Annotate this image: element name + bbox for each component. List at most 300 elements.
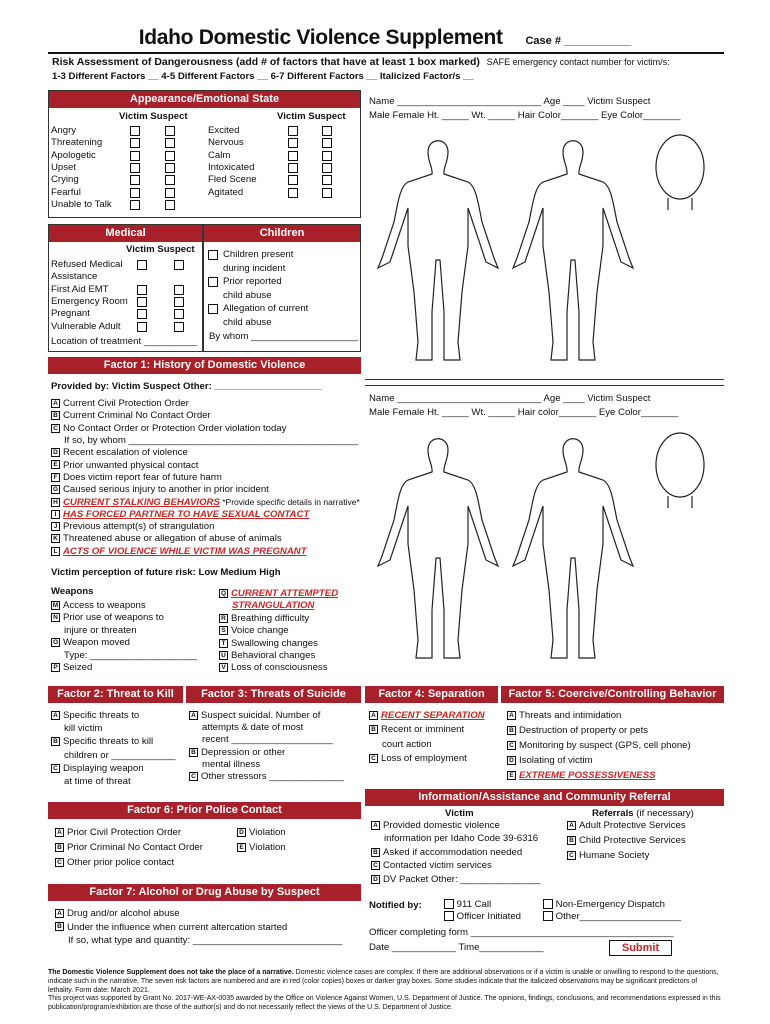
safe-contact[interactable]: SAFE emergency contact number for victim/s: <box>486 57 670 67</box>
info-victim-label: information per Idaho Code 39-6316 <box>384 833 539 845</box>
appearance-right-victim-checkbox[interactable] <box>288 151 298 161</box>
appearance-right-victim-checkbox[interactable] <box>288 126 298 136</box>
factor1-label: Current Criminal No Contact Order <box>63 410 211 422</box>
factor1-item <box>51 460 198 472</box>
factor1-header: Factor 1: History of Domestic Violence <box>48 357 361 374</box>
factor7-item <box>55 922 287 934</box>
date-time-fields[interactable]: Date ____________ Time____________ <box>369 942 544 953</box>
appearance-left-suspect-checkbox[interactable] <box>165 188 175 198</box>
appearance-left-suspect-checkbox[interactable] <box>165 175 175 185</box>
factor1-label: ACTS OF VIOLENCE WHILE VICTIM WAS PREGNANT <box>63 545 307 557</box>
medical-row <box>51 259 122 271</box>
appearance-victim-label: Victim <box>119 111 148 122</box>
appearance-left-victim-checkbox[interactable] <box>130 163 140 173</box>
strangulation-item <box>219 662 328 674</box>
appearance-right-row <box>208 162 254 174</box>
factor1-label: If so, by whom ___________________________________________ <box>64 434 358 446</box>
factor5-item <box>507 710 621 722</box>
appearance-right-row <box>208 125 239 137</box>
children-checkbox[interactable] <box>208 304 218 314</box>
appearance-suspect-label: Suspect <box>150 111 188 122</box>
document-title: Idaho Domestic Violence Supplement <box>138 26 503 49</box>
factor3-checkbox-c[interactable]: C <box>189 772 198 781</box>
factor5-item <box>507 740 691 752</box>
factor2-item <box>51 763 144 775</box>
factor4-label: court action <box>382 738 432 750</box>
body2-detail-line[interactable]: Male Female Ht. _____ Wt. _____ Hair color_______ Eye Color_______ <box>369 407 679 418</box>
strangulation-checkbox-u[interactable]: U <box>219 651 228 660</box>
appearance-right-row <box>208 187 243 199</box>
factor3-item <box>189 747 285 759</box>
medical-victim-checkbox[interactable] <box>137 285 147 295</box>
factor6-item <box>55 842 203 854</box>
factor2-item <box>51 710 139 722</box>
medical-label: Pregnant <box>51 308 90 320</box>
factor5-label: Destruction of property or pets <box>519 725 649 736</box>
medical-label: First Aid EMT <box>51 283 109 295</box>
factor2-item <box>51 750 176 762</box>
medical-suspect-checkbox[interactable] <box>174 309 184 319</box>
factor6-label: Other prior police contact <box>67 857 175 868</box>
appearance-left-suspect-checkbox[interactable] <box>165 151 175 161</box>
appearance-right-suspect-checkbox[interactable] <box>322 151 332 161</box>
info-victim-item <box>371 847 522 859</box>
factor5-checkbox-d[interactable]: D <box>507 756 516 765</box>
factor5-checkbox-b[interactable]: B <box>507 726 516 735</box>
factor5-item <box>507 725 648 737</box>
appearance-left-suspect-checkbox[interactable] <box>165 163 175 173</box>
strangulation-item <box>219 613 309 625</box>
factor2-checkbox-c[interactable]: C <box>51 764 60 773</box>
medical-victim-checkbox[interactable] <box>137 297 147 307</box>
weapons-checkbox-o[interactable]: O <box>52 639 59 647</box>
children-by-whom[interactable]: By whom ____________________ <box>209 331 358 342</box>
weapons-checkbox-m[interactable]: M <box>52 601 59 609</box>
factor3-item <box>189 771 344 783</box>
factor3-label: Depression or other <box>201 746 286 758</box>
weapons-checkbox-n[interactable]: N <box>51 613 60 622</box>
children-row <box>223 303 308 315</box>
factor6-violation-label: Violation <box>249 842 286 853</box>
factor4-item <box>369 724 464 736</box>
factor5-item <box>507 755 593 767</box>
medical-suspect-checkbox[interactable] <box>174 297 184 307</box>
factor2-label: kill victim <box>64 723 103 735</box>
info-header: Information/Assistance and Community Referral <box>365 789 724 806</box>
factor1-item <box>51 484 269 496</box>
factor2-label: at time of threat <box>64 776 131 787</box>
weapons-item <box>51 600 146 612</box>
info-if-necessary: (if necessary) <box>636 808 694 819</box>
appearance-left-label: Upset <box>51 161 77 173</box>
provided-by[interactable]: Provided by: Victim Suspect Other: ____________________ <box>51 381 322 392</box>
body2-name-line[interactable]: Name ___________________________ Age ____ Victim Suspect <box>369 393 651 404</box>
medical-row <box>51 321 121 333</box>
factor1-checkbox-j[interactable]: J <box>51 522 60 531</box>
factor1-checkbox-h[interactable]: H <box>51 498 60 507</box>
factor1-checkbox-g[interactable]: G <box>52 486 59 494</box>
info-victim-checkbox-b[interactable]: B <box>371 848 380 857</box>
appearance-left-suspect-checkbox[interactable] <box>165 126 175 136</box>
factor2-checkbox-a[interactable]: A <box>51 711 60 720</box>
info-referral-checkbox-b[interactable]: B <box>567 836 576 845</box>
location-of-treatment[interactable]: Location of treatment __________ <box>51 336 198 347</box>
weapons-label: injure or threaten <box>64 624 137 636</box>
children-label: child abuse <box>223 316 272 328</box>
appearance-left-label: Fearful <box>51 186 81 198</box>
factor6-checkbox-b[interactable]: B <box>55 843 64 852</box>
appearance-left-victim-checkbox[interactable] <box>130 188 140 198</box>
victim-perception[interactable]: Victim perception of future risk: Low Medium High <box>51 567 281 578</box>
factor1-checkbox-b[interactable]: B <box>51 411 60 420</box>
appearance-right-label: Nervous <box>208 137 244 149</box>
strangulation-checkbox-q[interactable]: Q <box>220 589 227 597</box>
appearance-right-victim-checkbox[interactable] <box>288 163 298 173</box>
info-victim-label: DV Packet Other: _______________ <box>383 873 541 885</box>
strangulation-label: Loss of consciousness <box>231 662 328 674</box>
factor6-violation-item <box>237 827 286 839</box>
factor5-checkbox-a[interactable]: A <box>507 711 516 720</box>
children-checkbox[interactable] <box>208 250 218 260</box>
appearance-left-victim-checkbox[interactable] <box>130 175 140 185</box>
weapons-label: Weapon moved <box>63 637 131 649</box>
factor7-checkbox-a[interactable]: A <box>55 909 64 918</box>
factor1-label: Prior unwanted physical contact <box>63 459 199 471</box>
factor1-checkbox-a[interactable]: A <box>51 399 60 408</box>
call-911-checkbox[interactable] <box>444 899 454 909</box>
appearance-right-victim-checkbox[interactable] <box>288 175 298 185</box>
children-row <box>223 249 293 261</box>
factor1-item <box>51 509 309 521</box>
factor1-checkbox-f[interactable]: F <box>51 473 60 482</box>
officer-initiated-label: Officer Initiated <box>456 911 522 922</box>
appearance-right-victim-checkbox[interactable] <box>288 138 298 148</box>
factor4-checkbox-b[interactable]: B <box>369 725 378 734</box>
body-outline-2[interactable] <box>368 420 718 678</box>
medical-row <box>51 284 109 296</box>
appearance-left-suspect-checkbox[interactable] <box>165 138 175 148</box>
appearance-right-label: Fled Scene <box>208 174 257 186</box>
factor1-checkbox-e[interactable]: E <box>51 460 60 469</box>
appearance-header: Appearance/Emotional State <box>49 91 360 108</box>
factor1-item <box>51 435 358 447</box>
submit-button[interactable]: Submit <box>609 940 672 956</box>
strangulation-label: Swallowing changes <box>231 637 318 649</box>
footer-disclaimer <box>48 968 724 995</box>
factor5-checkbox-c[interactable]: C <box>507 741 516 750</box>
children-label: Allegation of current <box>223 303 309 314</box>
body1-name-line[interactable]: Name ___________________________ Age ____ Victim Suspect <box>369 96 651 107</box>
weapons-label: Prior use of weapons to <box>63 612 164 624</box>
children-checkbox[interactable] <box>208 277 218 287</box>
factor6-label: Prior Criminal No Contact Order <box>67 842 203 853</box>
factor5-label: EXTREME POSSESSIVENESS <box>519 770 656 781</box>
factor1-item <box>51 398 189 410</box>
factor1-item <box>51 521 214 533</box>
factor1-label: Does victim report fear of future harm <box>63 471 222 483</box>
strangulation-label: Behavioral changes <box>231 650 316 661</box>
factor3-item <box>189 722 303 734</box>
factor1-checkbox-k[interactable]: K <box>51 534 60 543</box>
appearance-right-victim-checkbox[interactable] <box>288 188 298 198</box>
factor2-header: Factor 2: Threat to Kill <box>48 686 183 703</box>
footer-text: Domestic violence cases are complex. If there are additional observations or if a victim is unable or unwilling to respond to the questions, indicate such in the narrative. The seven risk factors are numbered and are in red (color copies) boxes or darker gray boxes. Some studies indicate that the italicized observations may be significant predictors of lethality. Form date: March 2021. <box>48 969 719 994</box>
factor2-checkbox-b[interactable]: B <box>51 737 60 746</box>
factor3-label: attempts & date of most <box>202 722 304 734</box>
medical-suspect-checkbox[interactable] <box>174 285 184 295</box>
title-rule <box>48 52 724 54</box>
appearance-left-suspect-checkbox[interactable] <box>165 200 175 210</box>
info-victim-checkbox-a[interactable]: A <box>371 821 380 830</box>
medical-row <box>51 271 97 283</box>
factor1-note: *Provide specific details in narrative* <box>219 497 360 508</box>
factor7-label: If so, what type and quantity: ____________________________ <box>68 935 343 946</box>
factor4-checkbox-a[interactable]: A <box>369 711 378 720</box>
appearance-right-label: Agitated <box>208 186 244 198</box>
factor6-item <box>55 857 174 869</box>
appearance-right-suspect-checkbox[interactable] <box>322 163 332 173</box>
page-title <box>0 26 770 50</box>
factor6-header: Factor 6: Prior Police Contact <box>48 802 361 819</box>
factor1-label: Caused serious injury to another in prior incident <box>63 484 269 496</box>
medical-victim-checkbox[interactable] <box>137 260 147 270</box>
body2-front-figure[interactable] <box>378 439 498 658</box>
factor2-label: Specific threats to kill <box>63 736 154 748</box>
children-row <box>223 317 272 329</box>
factor4-item <box>369 739 432 751</box>
children-label: child abuse <box>223 289 272 301</box>
children-row <box>223 290 272 302</box>
appearance-left-row <box>51 125 76 137</box>
appearance-right-label: Intoxicated <box>208 161 255 173</box>
body1-neck-outline <box>668 198 692 210</box>
strangulation-label: STRANGULATION <box>232 600 315 612</box>
info-referral-checkbox-a[interactable]: A <box>567 821 576 830</box>
factor3-label: Suspect suicidal. Number of <box>201 710 321 721</box>
factor1-label: Current Civil Protection Order <box>63 398 189 409</box>
factor1-label: No Contact Order or Protection Order violation today <box>63 422 287 434</box>
factor4-label: Recent or imminent <box>381 724 465 736</box>
factor6-violation-label: Violation <box>249 827 286 838</box>
factor1-item <box>51 423 286 435</box>
info-victim-label: Victim <box>445 808 474 819</box>
factor1-checkbox-d[interactable]: D <box>51 448 60 457</box>
factor4-label: Loss of employment <box>381 752 467 764</box>
factor2-item <box>51 723 102 735</box>
factor1-checkbox-i[interactable]: I <box>51 510 60 519</box>
info-victim-label: Asked if accommodation needed <box>383 846 523 858</box>
factor4-checkbox-c[interactable]: C <box>369 754 378 763</box>
appearance-left-victim-checkbox[interactable] <box>130 126 140 136</box>
factor1-item <box>51 447 188 459</box>
info-victim-item <box>371 860 492 872</box>
appearance-left-label: Crying <box>51 174 79 186</box>
appearance-left-label: Angry <box>51 125 77 136</box>
appearance-right-suspect-checkbox[interactable] <box>322 188 332 198</box>
non-emergency-checkbox[interactable] <box>543 899 553 909</box>
factor2-item <box>51 736 153 748</box>
appearance-left-row <box>51 187 81 199</box>
info-victim-label: Provided domestic violence <box>383 820 500 831</box>
body1-head-outline[interactable] <box>656 135 704 199</box>
factor1-label: CURRENT STALKING BEHAVIORS <box>63 497 220 509</box>
medical-victim-checkbox[interactable] <box>137 322 147 332</box>
appearance-victim-label-2: Victim <box>277 111 306 122</box>
factor1-checkbox-c[interactable]: C <box>51 424 60 433</box>
appearance-right-label: Calm <box>208 149 231 161</box>
appearance-left-row <box>51 199 112 211</box>
medical-victim-checkbox[interactable] <box>137 309 147 319</box>
footer-grant: This project was supported by Grant No. 2017-WE-AX-0035 awarded by the Office on Violence Against Women, U.S. Department of Justice. The opinions, findings, conclusions, and recommendations expressed in this publication/program/exhibition are those of the author(s) and do not necessarily reflect the views of the U.S. Department of Justice. <box>48 995 721 1011</box>
factor3-checkbox-b[interactable]: B <box>189 748 198 757</box>
info-referral-checkbox-c[interactable]: C <box>567 851 576 860</box>
info-referral-label: Child Protective Services <box>579 835 686 846</box>
notified-by-label: Notified by: <box>369 900 422 911</box>
factor3-item <box>189 759 260 771</box>
factor2-label: Displaying weapon <box>63 762 144 774</box>
factor1-checkbox-l[interactable]: L <box>51 547 60 556</box>
medical-suspect-checkbox[interactable] <box>174 260 184 270</box>
appearance-right-suspect-checkbox[interactable] <box>322 175 332 185</box>
factor1-item <box>51 533 282 545</box>
info-victim-item <box>371 820 500 832</box>
appearance-left-row <box>51 162 76 174</box>
factor6-checkbox-c[interactable]: C <box>55 858 64 867</box>
factor3-label: mental illness <box>202 758 261 770</box>
officer-initiated-checkbox[interactable] <box>444 911 454 921</box>
appearance-left-row <box>51 150 96 162</box>
factor3-checkbox-a[interactable]: A <box>189 711 198 720</box>
appearance-suspect-label-2: Suspect <box>308 111 346 122</box>
non-emergency-label: Non-Emergency Dispatch <box>555 899 665 910</box>
weapons-heading: Weapons <box>51 586 94 597</box>
weapons-item <box>51 650 197 662</box>
appearance-right-suspect-checkbox[interactable] <box>322 126 332 136</box>
weapons-item <box>51 637 130 649</box>
factor3-label: Other stressors ______________ <box>201 771 344 782</box>
appearance-left-row <box>51 137 102 149</box>
weapons-checkbox-p[interactable]: P <box>51 663 60 672</box>
body-outline-1[interactable] <box>368 122 718 380</box>
factor1-item <box>51 546 307 558</box>
body1-back-figure[interactable] <box>513 141 633 360</box>
strangulation-checkbox-v[interactable]: V <box>219 663 228 672</box>
medical-label: Emergency Room <box>51 295 128 307</box>
info-victim-checkbox-d[interactable]: D <box>371 875 380 884</box>
info-victim-item <box>371 833 538 845</box>
factor1-label: Previous attempt(s) of strangulation <box>63 521 215 532</box>
weapons-item <box>51 662 92 674</box>
factor5-checkbox-e[interactable]: E <box>507 771 516 780</box>
info-referral-item <box>567 820 686 832</box>
risk-factors-tally[interactable]: 1-3 Different Factors __ 4-5 Different Factors __ 6-7 Different Factors __ Italicized Factor/s __ <box>52 71 474 82</box>
appearance-right-suspect-checkbox[interactable] <box>322 138 332 148</box>
factor3-label: recent ___________________ <box>202 734 333 746</box>
info-referral-label: Humane Society <box>579 850 650 861</box>
appearance-left-row <box>51 174 79 186</box>
children-label: during incident <box>223 262 286 274</box>
factor6-violation-checkbox-e[interactable]: E <box>237 843 246 852</box>
weapons-item <box>51 612 164 624</box>
appearance-left-victim-checkbox[interactable] <box>130 200 140 210</box>
appearance-left-label: Apologetic <box>51 149 96 161</box>
factor3-item <box>189 710 320 722</box>
strangulation-item <box>219 638 318 650</box>
medical-label: Vulnerable Adult <box>51 320 121 332</box>
factor7-label: Drug and/or alcohol abuse <box>67 908 180 919</box>
factor5-label: Isolating of victim <box>519 755 593 766</box>
factor1-label: Recent escalation of violence <box>63 447 188 459</box>
factor6-violation-checkbox-d[interactable]: D <box>237 828 246 837</box>
body2-head-outline[interactable] <box>656 433 704 497</box>
strangulation-checkbox-s[interactable]: S <box>219 626 228 635</box>
factor6-checkbox-a[interactable]: A <box>55 828 64 837</box>
factor7-item <box>55 908 180 920</box>
factor2-label: Specific threats to <box>63 710 140 721</box>
factor4-item <box>369 753 467 765</box>
info-victim-label: Contacted victim services <box>383 860 492 872</box>
appearance-right-row <box>208 150 230 162</box>
body2-back-figure[interactable] <box>513 439 633 658</box>
info-victim-item <box>371 874 540 886</box>
factor1-label: HAS FORCED PARTNER TO HAVE SEXUAL CONTACT <box>63 508 310 520</box>
medical-suspect-label: Suspect <box>157 244 195 255</box>
factor7-label: Under the influence when current altercation started <box>67 921 288 933</box>
factor7-header: Factor 7: Alcohol or Drug Abuse by Suspect <box>48 884 361 901</box>
info-victim-checkbox-c[interactable]: C <box>371 861 380 870</box>
strangulation-label: Voice change <box>231 625 289 637</box>
strangulation-checkbox-r[interactable]: R <box>219 614 228 623</box>
factor6-label: Prior Civil Protection Order <box>67 827 182 838</box>
info-referral-item <box>567 835 686 847</box>
strangulation-item <box>219 588 338 600</box>
children-row <box>223 276 282 288</box>
strangulation-item <box>219 625 289 637</box>
appearance-right-row <box>208 174 257 186</box>
medical-row <box>51 296 128 308</box>
officer-completing-form[interactable]: Officer completing form ______________________________________ <box>369 927 674 938</box>
medical-row <box>51 308 90 320</box>
strangulation-item <box>219 600 314 612</box>
factor5-item <box>507 770 656 782</box>
appearance-left-victim-checkbox[interactable] <box>130 151 140 161</box>
medical-suspect-checkbox[interactable] <box>174 322 184 332</box>
body1-front-figure[interactable] <box>378 141 498 360</box>
children-header: Children <box>204 225 360 242</box>
appearance-left-victim-checkbox[interactable] <box>130 138 140 148</box>
info-referral-item <box>567 850 649 862</box>
case-number[interactable]: Case # ___________ <box>525 35 632 47</box>
factor6-item <box>55 827 181 839</box>
weapons-label: Type: ____________________ <box>64 649 197 661</box>
other-checkbox[interactable] <box>543 911 553 921</box>
body1-detail-line[interactable]: Male Female Ht. _____ Wt. _____ Hair Color_______ Eye Color_______ <box>369 110 681 121</box>
appearance-right-row <box>208 137 244 149</box>
footer-bold-text: The Domestic Violence Supplement does not take the place of a narrative. <box>48 969 294 976</box>
info-referral-label: Adult Protective Services <box>579 820 686 831</box>
medical-label: Assistance <box>51 271 98 283</box>
children-label: Prior reported <box>223 276 282 287</box>
body2-neck-outline <box>668 496 692 508</box>
strangulation-checkbox-t[interactable]: T <box>219 639 228 648</box>
factor7-checkbox-b[interactable]: B <box>55 922 64 931</box>
factor3-header: Factor 3: Threats of Suicide <box>186 686 361 703</box>
appearance-right-label: Excited <box>208 125 240 136</box>
factor1-item <box>51 472 222 484</box>
factor2-item <box>51 776 131 788</box>
other-notified-label[interactable]: Other___________________ <box>555 911 682 922</box>
strangulation-label: Breathing difficulty <box>231 612 310 624</box>
